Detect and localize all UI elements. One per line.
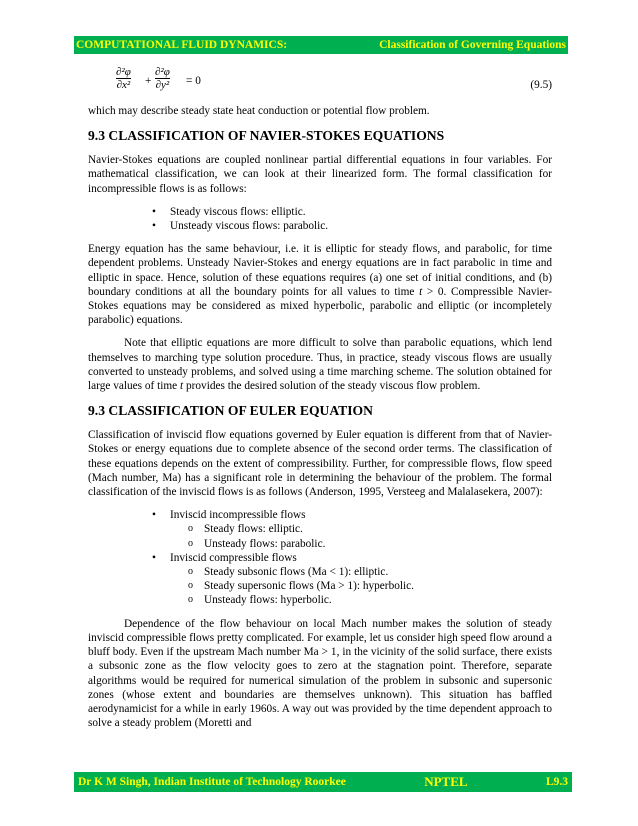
equation-9-5 — [88, 64, 552, 104]
footer-page-number: L9.3 — [545, 776, 568, 788]
list-item: • Unsteady viscous flows: parabolic. — [88, 219, 552, 233]
para-after-equation: which may describe steady state heat conduction or potential flow problem. — [88, 105, 430, 117]
eq-term1-denominator: ∂x² — [116, 79, 131, 91]
euler-para-2: Dependence of the flow behaviour on local Mach number makes the solution of steady inviscid compressible flows pretty complicated. For example, let us consider high speed flow around a bluff body. Even if the upstream Mach number Ma > 1, in the vicinity of the solid surface, there exists a subsonic zone as the flow velocity goes to zero at the stagnation point. Therefore, separate algorithms would be required for numerical simulation of the problem in subsonic and supersonic zones (whose extent and boundaries are themselves unknown). This situation has baffled aerodynamicist for a while in early 1960s. A way out was provided by the time dependent approach to solve a steady problem (Moretti and — [88, 617, 552, 730]
footer-mid: NPTEL — [424, 774, 468, 789]
eq-rhs: = 0 — [186, 75, 201, 87]
list-item: o Unsteady flows: parabolic. — [88, 537, 552, 551]
list-item: o Steady supersonic flows (Ma > 1): hyperbolic. — [88, 579, 552, 593]
page-header — [74, 36, 568, 54]
section-heading-navier-stokes: 9.3 CLASSIFICATION OF NAVIER-STOKES EQUATIONS — [88, 128, 445, 144]
euler-para-1: Classification of inviscid flow equations governed by Euler equation is different from that of Navier-Stokes or energy equations due to complete absence of the second order terms. The classification of these equations depends on the extent of compressibility. Further, for compressible flows, flow speed (Mach number, Ma) has a significant role in determining the behaviour of the problem. The formal classification of the inviscid flows is as follows (Anderson, 1995, Versteeg and Malalasekera, 2007): — [88, 429, 552, 499]
eq-term2-denominator: ∂y² — [155, 79, 170, 91]
list-item: • Inviscid incompressible flows — [88, 508, 552, 522]
ns-para-2: Energy equation has the same behaviour, i.e. it is elliptic for steady flows, and parabolic, for time dependent problems. Unsteady Navier-Stokes and energy equations are in fact parabolic in time and elliptic in space. Hence, solution of these equations requires (a) one set of initial conditions, and (b) boundary conditions at all the boundary points for all values to time t > 0. Compressible Navier-Stokes equations may be considered as mixed hyperbolic, parabolic and elliptic (or incompletely parabolic) equations. — [88, 243, 552, 327]
eq-term1 — [116, 66, 131, 91]
euler-bullet-list — [88, 508, 552, 522]
list-item: • Steady viscous flows: elliptic. — [88, 205, 552, 219]
list-item: o Steady subsonic flows (Ma < 1): elliptic. — [88, 565, 552, 579]
page-footer — [74, 772, 572, 792]
ns-para-1: Navier-Stokes equations are coupled nonlinear partial differential equations in four variables. For mathematical classification, we can look at their linearized form. The formal classification for incompressible flows is as follows: — [88, 154, 552, 195]
header-left: COMPUTATIONAL FLUID DYNAMICS: — [76, 39, 288, 51]
ns-para-3: Note that elliptic equations are more difficult to solve than parabolic equations, which lend themselves to marching type solution procedure. Thus, in practice, steady viscous flows are usually converted to unsteady problems, and solved using a time marching scheme. The solution obtained for large values of time t provides the desired solution of the steady viscous flow problem. — [88, 337, 552, 393]
eq-term1-numerator: ∂²φ — [116, 66, 131, 78]
eq-number: (9.5) — [530, 79, 552, 91]
euler-sublist-1 — [88, 522, 552, 550]
header-right: Classification of Governing Equations — [379, 39, 566, 51]
ns-bullet-list — [88, 205, 552, 233]
eq-term2 — [155, 66, 170, 91]
page-content — [88, 64, 552, 739]
euler-bullet-list-2 — [88, 551, 552, 565]
list-item: • Inviscid compressible flows — [88, 551, 552, 565]
eq-term2-numerator: ∂²φ — [155, 66, 170, 78]
list-item: o Unsteady flows: hyperbolic. — [88, 593, 552, 607]
footer-left: Dr K M Singh, Indian Institute of Technology Roorkee — [78, 776, 346, 788]
euler-sublist-2 — [88, 565, 552, 608]
eq-plus: + — [145, 75, 152, 87]
section-heading-euler: 9.3 CLASSIFICATION OF EULER EQUATION — [88, 403, 373, 419]
list-item: o Steady flows: elliptic. — [88, 522, 552, 536]
